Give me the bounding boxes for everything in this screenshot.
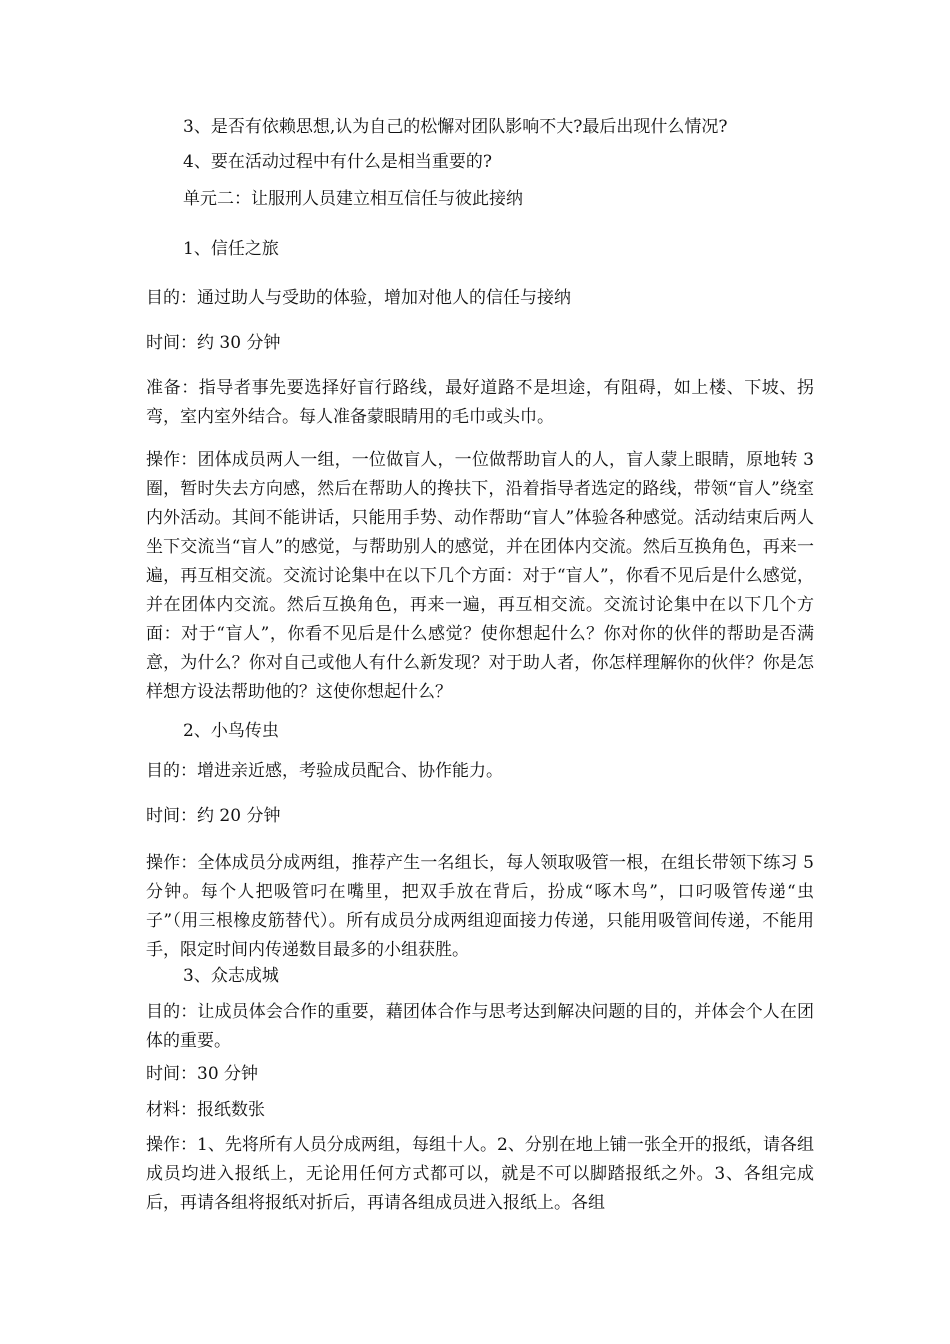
question-4: 4、要在活动过程中有什么是相当重要的?	[183, 152, 492, 172]
activity-2-time: 时间：约 20 分钟	[146, 806, 281, 826]
activity-2-title: 2、小鸟传虫	[183, 721, 279, 741]
activity-3-operation: 操作：1、先将所有人员分成两组，每组十人。2、分别在地上铺一张全开的报纸，请各组成员均进入报纸上，无论用任何方式都可以，就是不可以脚踏报纸之外。3、各组完成后，再请各组将报纸对折后，再请各组成员进入报纸上。各组	[146, 1135, 814, 1213]
activity-1-operation: 操作：团体成员两人一组，一位做盲人，一位做帮助盲人的人，盲人蒙上眼睛，原地转 3 圈，暂时失去方向感，然后在帮助人的搀扶下，沿着指导者选定的路线，带领“盲人”绕室内外活动。其间不能讲话，只能用手势、动作帮助“盲人”体验各种感觉。活动结束后两人坐下交流当“盲人”的感觉，与帮助别人的感觉，并在团体内交流。然后互换角色，再来一遍，再互相交流。交流讨论集中在以下几个方面：对于“盲人”，你看不见后是什么感觉，并在团体内交流。然后互换角色，再来一遍，再互相交流。交流讨论集中在以下几个方面：对于“盲人”，你看不见后是什么感觉？使你想起什么？你对你的伙伴的帮助是否满意，为什么？你对自己或他人有什么新发现？对于助人者，你怎样理解你的伙伴？你是怎样想方设法帮助他的？这使你想起什么？	[146, 450, 814, 702]
activity-2-purpose: 目的：增进亲近感，考验成员配合、协作能力。	[146, 761, 503, 781]
activity-3-title: 3、众志成城	[183, 966, 279, 986]
activity-3-time: 时间：30 分钟	[146, 1064, 259, 1084]
activity-2-operation: 操作：全体成员分成两组，推荐产生一名组长，每人领取吸管一根，在组长带领下练习 5 分钟。每个人把吸管叼在嘴里，把双手放在背后，扮成“啄木鸟”，口叼吸管传递“虫子”（用三根橡皮筋替代）。所有成员分成两组迎面接力传递，只能用吸管间传递，不能用手，限定时间内传递数目最多的小组获胜。	[146, 853, 814, 960]
question-3: 3、是否有依赖思想,认为自己的松懈对团队影响不大?最后出现什么情况?	[183, 117, 728, 137]
activity-1-preparation: 准备：指导者事先要选择好盲行路线，最好道路不是坦途，有阻碍，如上楼、下坡、拐弯，室内室外结合。每人准备蒙眼睛用的毛巾或头巾。	[146, 378, 814, 427]
activity-3-purpose: 目的：让成员体会合作的重要，藉团体合作与思考达到解决问题的目的，并体会个人在团体的重要。	[146, 1002, 814, 1051]
activity-1-purpose: 目的：通过助人与受助的体验，增加对他人的信任与接纳	[146, 288, 571, 308]
activity-1-title: 1、信任之旅	[183, 239, 279, 259]
activity-1-time: 时间：约 30 分钟	[146, 333, 281, 353]
unit-two-heading: 单元二：让服刑人员建立相互信任与彼此接纳	[183, 189, 523, 209]
activity-3-materials: 材料：报纸数张	[146, 1100, 265, 1120]
